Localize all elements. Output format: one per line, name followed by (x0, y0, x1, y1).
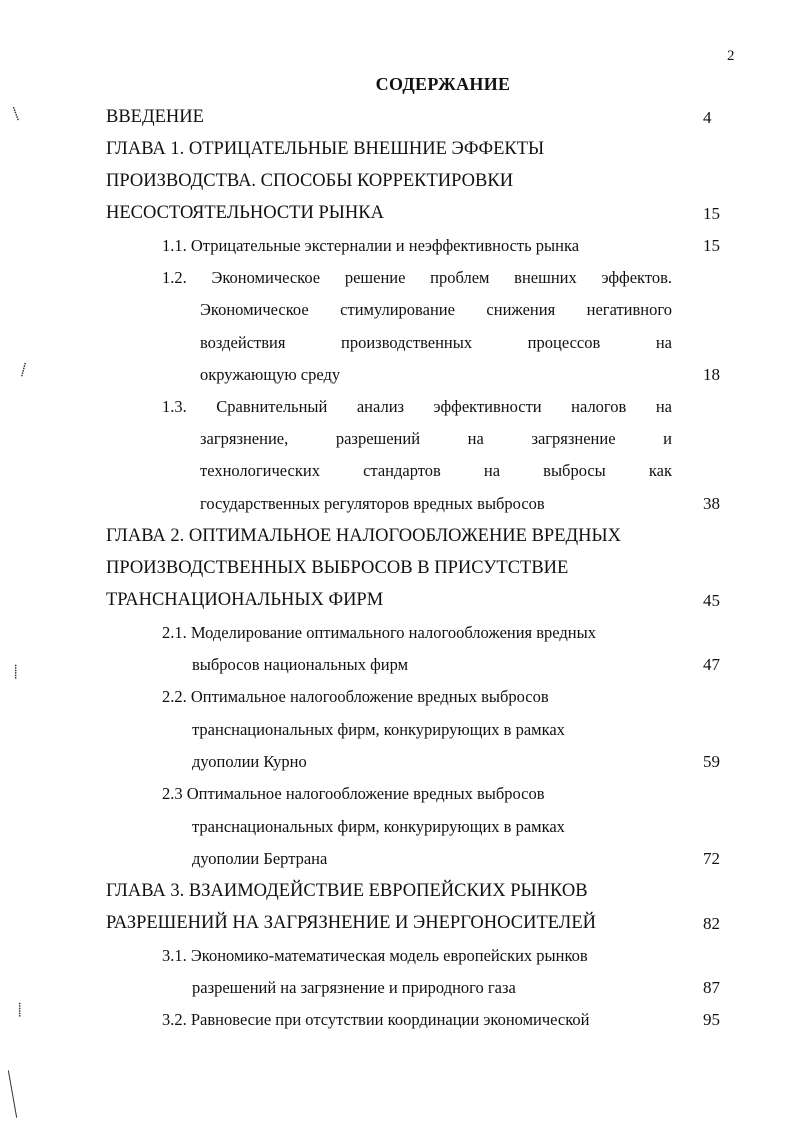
toc-ch2-line-1: ГЛАВА 2. ОПТИМАЛЬНОЕ НАЛОГООБЛОЖЕНИЕ ВРЕДНЫХ (106, 526, 621, 546)
scan-mark: ⸽ (14, 664, 18, 679)
toc-ch1-line-2: ПРОИЗВОДСТВА. СПОСОБЫ КОРРЕКТИРОВКИ (106, 171, 514, 191)
toc-page-ch2: 45 (703, 591, 720, 610)
scan-mark: ⸽ (18, 1002, 22, 1017)
toc-s2-2-line-3: дуополии Курно (192, 752, 307, 771)
toc-ch1-line-3: НЕСОСТОЯТЕЛЬНОСТИ РЫНКА (106, 203, 384, 223)
toc-s2-1-line-2: выбросов национальных фирм (192, 655, 409, 674)
toc-ch3-line-2: РАЗРЕШЕНИЙ НА ЗАГРЯЗНЕНИЕ И ЭНЕРГОНОСИТЕЛЕЙ (106, 913, 597, 933)
scan-stroke (8, 1070, 17, 1117)
toc-s2-2-line-1: 2.2. Оптимальное налогообложение вредных выбросов (162, 687, 549, 706)
toc-s1-3-line-3: технологических стандартов на выбросы как (200, 461, 672, 480)
toc-s1-3-line-2: загрязнение, разрешений на загрязнение и (200, 429, 672, 448)
toc-entry-intro: ВВЕДЕНИЕ (106, 107, 204, 127)
scan-mark: ⸽ (19, 361, 28, 378)
toc-ch2-line-2: ПРОИЗВОДСТВЕННЫХ ВЫБРОСОВ В ПРИСУТСТВИЕ (106, 558, 569, 578)
toc-page-s2-2: 59 (703, 752, 720, 771)
toc-s1-2-line-3: воздействия производственных процессов на (200, 333, 672, 352)
toc-s1-2-line-4: окружающую среду (200, 365, 341, 384)
toc-s1-3-line-1: 1.3. Сравнительный анализ эффективности налогов на (162, 397, 672, 416)
toc-title: СОДЕРЖАНИЕ (375, 74, 511, 94)
toc-s2-3-line-2: транснациональных фирм, конкурирующих в рамках (192, 817, 565, 836)
scan-mark: ⸽ (11, 105, 20, 122)
toc-ch2-line-3: ТРАНСНАЦИОНАЛЬНЫХ ФИРМ (106, 590, 384, 610)
toc-page-s2-1: 47 (703, 655, 720, 674)
toc-s2-2-line-2: транснациональных фирм, конкурирующих в рамках (192, 720, 565, 739)
toc-s1-2-line-1: 1.2. Экономическое решение проблем внешних эффектов. (162, 268, 672, 287)
toc-s2-1-line-1: 2.1. Моделирование оптимального налогообложения вредных (162, 623, 596, 642)
toc-s3-1-line-2: разрешений на загрязнение и природного газа (192, 978, 516, 997)
toc-s1-3-line-4: государственных регуляторов вредных выбросов (200, 494, 545, 513)
toc-page-ch3: 82 (703, 914, 720, 933)
toc-s3-1-line-1: 3.1. Экономико-математическая модель европейских рынков (162, 946, 588, 965)
toc-page-s3-2: 95 (703, 1010, 720, 1029)
toc-s2-3-line-3: дуополии Бертрана (192, 849, 328, 868)
toc-ch1-line-1: ГЛАВА 1. ОТРИЦАТЕЛЬНЫЕ ВНЕШНИЕ ЭФФЕКТЫ (106, 139, 545, 159)
toc-s3-2-line-1: 3.2. Равновесие при отсутствии координации экономической (162, 1010, 590, 1029)
toc-s1-1-line-1: 1.1. Отрицательные экстерналии и неэффективность рынка (162, 236, 580, 255)
toc-page-s1-1: 15 (703, 236, 720, 255)
toc-s2-3-line-1: 2.3 Оптимальное налогообложение вредных выбросов (162, 784, 545, 803)
toc-s1-2-line-2: Экономическое стимулирование снижения негативного (200, 300, 672, 319)
toc-page-s2-3: 72 (703, 849, 720, 868)
toc-page-intro: 4 (703, 108, 712, 127)
toc-page-s3-1: 87 (703, 978, 720, 997)
toc-page-s1-3: 38 (703, 494, 720, 513)
page-number: 2 (727, 48, 735, 64)
toc-page-ch1: 15 (703, 204, 720, 223)
toc-page-s1-2: 18 (703, 365, 720, 384)
toc-ch3-line-1: ГЛАВА 3. ВЗАИМОДЕЙСТВИЕ ЕВРОПЕЙСКИХ РЫНКОВ (106, 881, 588, 901)
